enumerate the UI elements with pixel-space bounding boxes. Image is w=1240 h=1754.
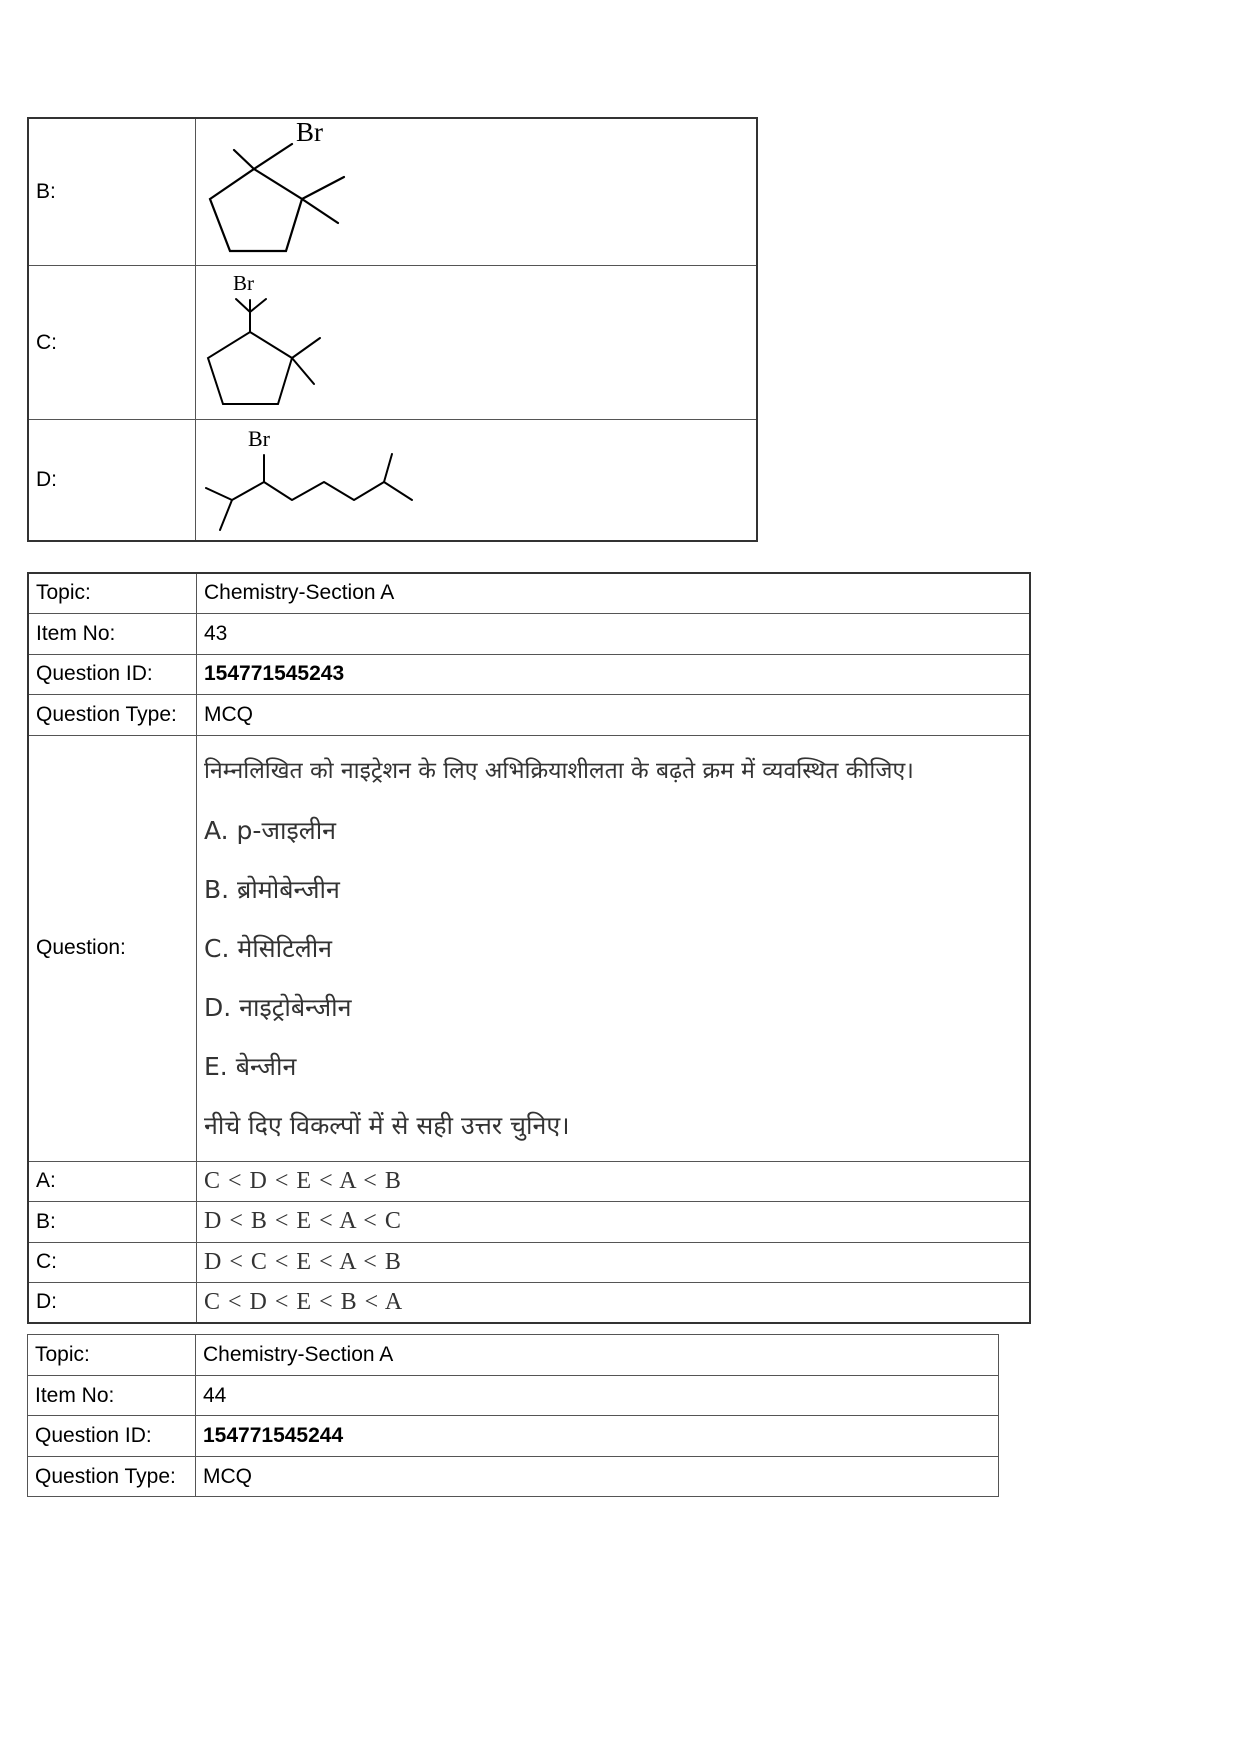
- question-row: [28, 735, 1030, 1161]
- item-no-row: [28, 1376, 999, 1416]
- question-type-value: MCQ: [196, 1457, 999, 1497]
- topic-row: [28, 573, 1030, 613]
- question-item: E. बेन्जीन: [204, 1051, 297, 1081]
- question-id-label: Question ID:: [28, 654, 197, 694]
- question-id-row: [28, 1416, 999, 1457]
- option-structure: [196, 420, 758, 542]
- answer-option-row: [28, 1242, 1030, 1282]
- question-item: C. मेसिटिलीन: [204, 933, 333, 963]
- option-row: [28, 266, 757, 420]
- option-label: D:: [28, 420, 196, 542]
- question-instruction: नीचे दिए विकल्पों में से सही उत्तर चुनिए।: [204, 1110, 570, 1140]
- topic-value: Chemistry-Section A: [197, 573, 1031, 613]
- question-type-value: MCQ: [197, 694, 1031, 735]
- previous-question-options-table: [27, 117, 758, 542]
- answer-option-text: D < C < E < A < B: [197, 1242, 1031, 1282]
- question-id-label: Question ID:: [28, 1416, 196, 1457]
- topic-row: [28, 1335, 999, 1376]
- answer-option-label: C:: [28, 1242, 197, 1282]
- item-no-label: Item No:: [28, 613, 197, 654]
- option-row: [28, 420, 757, 542]
- option-structure: [196, 118, 758, 266]
- option-label: C:: [28, 266, 196, 420]
- question-type-label: Question Type:: [28, 694, 197, 735]
- item-no-label: Item No:: [28, 1376, 196, 1416]
- question-id-value: 154771545244: [196, 1416, 999, 1457]
- answer-option-row: [28, 1161, 1030, 1201]
- question-item: A. p-जाइलीन: [204, 815, 337, 845]
- substituent-label: Br: [248, 426, 270, 451]
- topic-value: Chemistry-Section A: [196, 1335, 999, 1376]
- answer-option-text: C < D < E < B < A: [197, 1282, 1031, 1323]
- answer-option-text: C < D < E < A < B: [197, 1161, 1031, 1201]
- substituent-label: Br: [296, 119, 323, 147]
- question-type-label: Question Type:: [28, 1457, 196, 1497]
- structure-d-image: [196, 420, 756, 540]
- question-43-table: [27, 572, 1031, 1324]
- question-type-row: [28, 694, 1030, 735]
- option-row: [28, 118, 757, 266]
- question-body: [197, 735, 1031, 1161]
- option-label: B:: [28, 118, 196, 266]
- structure-b-image: [196, 119, 756, 265]
- answer-option-label: B:: [28, 1201, 197, 1242]
- question-type-row: [28, 1457, 999, 1497]
- item-no-row: [28, 613, 1030, 654]
- question-label: Question:: [28, 735, 197, 1161]
- structure-c-image: [196, 266, 756, 419]
- answer-option-row: [28, 1201, 1030, 1242]
- answer-option-text: D < B < E < A < C: [197, 1201, 1031, 1242]
- question-44-table: [27, 1334, 999, 1497]
- item-no-value: 43: [197, 613, 1031, 654]
- question-item: D. नाइट्रोबेन्जीन: [204, 992, 352, 1022]
- question-id-value: 154771545243: [197, 654, 1031, 694]
- topic-label: Topic:: [28, 573, 197, 613]
- answer-option-row: [28, 1282, 1030, 1323]
- question-item: B. ब्रोमोबेन्जीन: [204, 874, 340, 904]
- answer-option-label: D:: [28, 1282, 197, 1323]
- question-id-row: [28, 654, 1030, 694]
- answer-option-label: A:: [28, 1161, 197, 1201]
- question-stem: निम्नलिखित को नाइट्रेशन के लिए अभिक्रियाशीलता के बढ़ते क्रम में व्यवस्थित कीजिए।: [204, 757, 914, 784]
- topic-label: Topic:: [28, 1335, 196, 1376]
- substituent-label: Br: [233, 271, 254, 295]
- option-structure: [196, 266, 758, 420]
- item-no-value: 44: [196, 1376, 999, 1416]
